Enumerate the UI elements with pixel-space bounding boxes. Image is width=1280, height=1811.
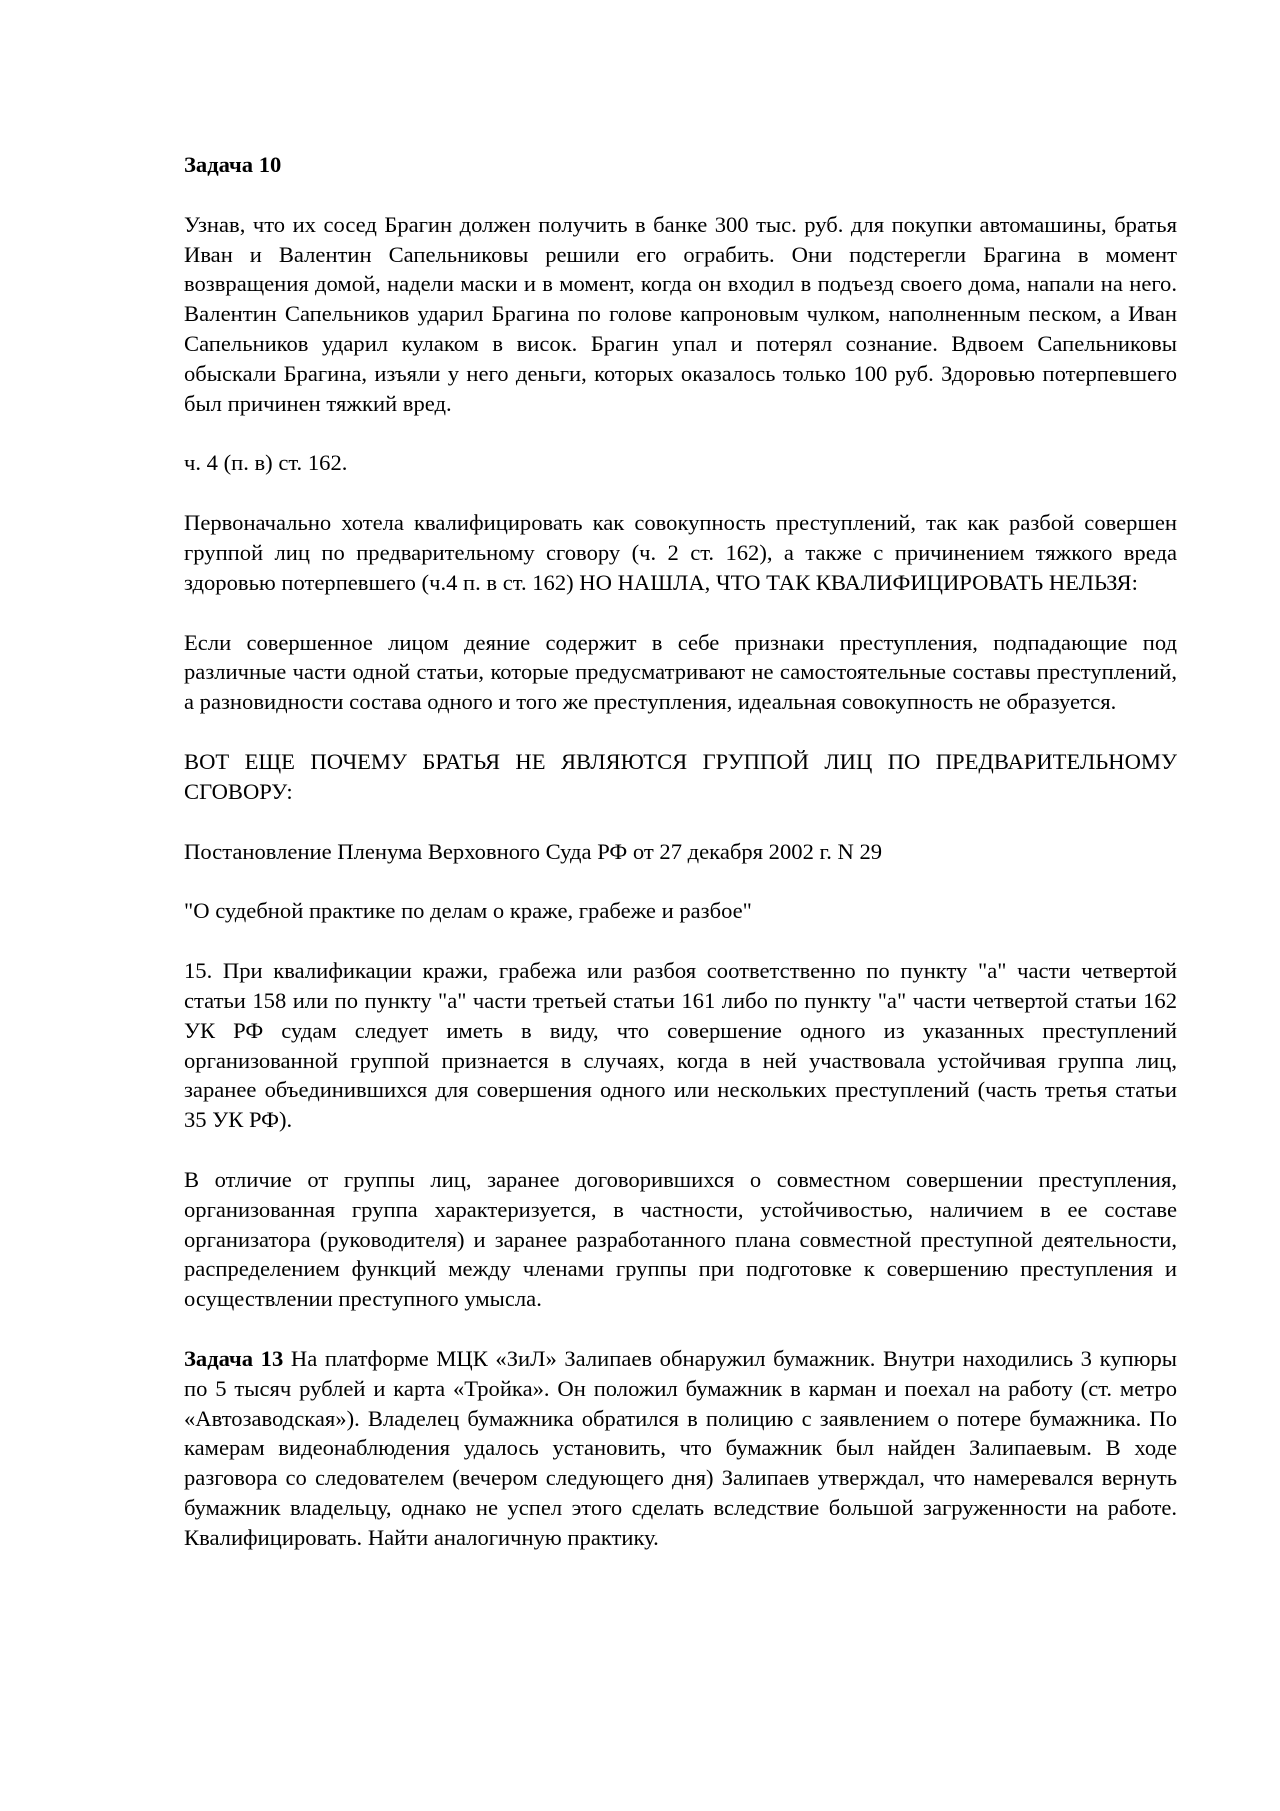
task-10-answer: ч. 4 (п. в) ст. 162. [184, 450, 348, 476]
resolution-title: Постановление Пленума Верховного Суда РФ от 27 декабря 2002 г. N 29 [184, 838, 883, 864]
resolution-point-15: 15. При квалификации кражи, грабежа или разбоя соответственно по пункту "а" части четвертой статьи 158 или по пункту "а" части третьей статьи 161 либо по пункту "а" части четвертой статьи 162 УК РФ судам следует иметь в виду, что совершение одного из указанных преступлений организованной группой признается в случаях, когда в ней участвовала устойчивая группа лиц, заранее объединившихся для совершения одного или нескольких преступлений (часть третья статьи 35 УК РФ). [184, 958, 1177, 1133]
task-13-text: На платформе МЦК «ЗиЛ» Залипаев обнаружил бумажник. Внутри находились 3 купюры по 5 тысяч рублей и карта «Тройка». Он положил бумажник в карман и поехал на работу (ст. метро «Автозаводская»). Владелец бумажника обратился в полицию с заявлением о потере бумажника. По камерам видеонаблюдения удалось установить, что бумажник был найден Залипаевым. В ходе разговора со следователем (вечером следующего дня) Залипаев утверждал, что намеревался вернуть бумажник владельцу, однако не успел этого сделать вследствие большой загруженности на работе. Квалифицировать. Найти аналогичную практику. [184, 1345, 1177, 1550]
resolution-name: "О судебной практике по делам о краже, грабеже и разбое" [184, 898, 752, 924]
resolution-difference: В отличие от группы лиц, заранее договорившихся о совместном совершении преступления, организованная группа характеризуется, в частности, устойчивостью, наличием в ее составе организатора (руководителя) и заранее разработанного плана совместной преступной деятельности, распределением функций между членами группы при подготовке к совершению преступления и осуществлении преступного умысла. [184, 1166, 1177, 1312]
task-10-rule: Если совершенное лицом деяние содержит в себе признаки преступления, подпадающие под различные части одной статьи, которые предусматривают не самостоятельные составы преступлений, а разновидности состава одного и того же преступления, идеальная совокупность не образуется. [184, 629, 1177, 715]
task-13 [184, 1344, 1177, 1553]
task-10-text: Узнав, что их сосед Брагин должен получить в банке 300 тыс. руб. для покупки автомашины, братья Иван и Валентин Сапельниковы решили его ограбить. Они подстерегли Брагина в момент возвращения домой, надели маски и в момент, когда он входил в подъезд своего дома, напали на него. Валентин Сапельников ударил Брагина по голове капроновым чулком, наполненным песком, а Иван Сапельников ударил кулаком в висок. Брагин упал и потерял сознание. Вдвоем Сапельниковы обыскали Брагина, изъяли у него деньги, которых оказалось только 100 руб. Здоровью потерпевшего был причинен тяжкий вред. [184, 211, 1177, 416]
task-10-reasoning: Первоначально хотела квалифицировать как совокупность преступлений, так как разбой совершен группой лиц по предварительному сговору (ч. 2 ст. 162), а также с причинением тяжкого вреда здоровью потерпевшего (ч.4 п. в ст. 162) НО НАШЛА, ЧТО ТАК КВАЛИФИЦИРОВАТЬ НЕЛЬЗЯ: [184, 510, 1177, 595]
task-10-group-note: ВОТ ЕЩЕ ПОЧЕМУ БРАТЬЯ НЕ ЯВЛЯЮТСЯ ГРУППОЙ ЛИЦ ПО ПРЕДВАРИТЕЛЬНОМУ СГОВОРУ: [184, 748, 1177, 804]
task-13-title: Задача 13 [184, 1345, 284, 1371]
task-10-title: Задача 10 [184, 152, 282, 177]
